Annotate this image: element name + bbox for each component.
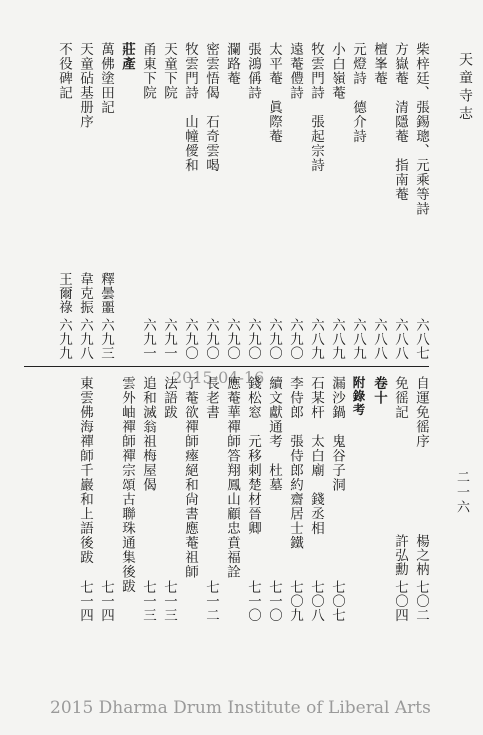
toc-entry-title: 免徭記 — [392, 376, 408, 420]
toc-entry-page: 七〇七 — [329, 580, 345, 622]
toc-entry — [222, 376, 238, 622]
toc-entry-title: 東雲佛海禪師千巖和上語後跋 — [77, 376, 93, 565]
toc-entry-author: 釋曇噩 — [98, 272, 114, 314]
toc-entry-page: 六九〇 — [224, 318, 240, 360]
toc-entry — [327, 376, 343, 622]
toc-entry-title: 瀾路菴 — [224, 42, 240, 86]
toc-entry — [117, 376, 133, 622]
toc-entry-title: 萬佛塗田記 — [98, 42, 114, 115]
toc-entry — [75, 42, 91, 360]
toc-entry — [285, 42, 301, 360]
toc-entry-page: 六九三 — [98, 318, 114, 360]
toc-entry-title: 小白嶺菴 — [329, 42, 345, 100]
toc-entry-title: 密雲悟偈 石奇雲喝 — [203, 42, 219, 173]
toc-entry — [180, 376, 196, 622]
toc-entry-author: 許弘勳 — [392, 534, 408, 576]
toc-entry-page: 七一三 — [140, 580, 156, 622]
toc-entry — [138, 42, 154, 360]
toc-entry-title: 檀峯菴 — [371, 42, 387, 86]
toc-entry-page: 六九〇 — [266, 318, 282, 360]
toc-entry — [348, 42, 364, 360]
toc-entry-title: 遠菴僼詩 — [287, 42, 303, 100]
toc-entry — [327, 42, 343, 360]
toc-entry — [243, 42, 259, 360]
toc-entry-title: 方嶽菴 清隱菴 指南菴 — [392, 42, 408, 202]
toc-entry-title: 追和滅翁祖梅屋偈 — [140, 376, 156, 492]
toc-entry-page: 七〇九 — [287, 580, 303, 622]
toc-entry-author: 王爾祿 — [56, 272, 72, 314]
toc-entry-page: 六九一 — [140, 318, 156, 360]
toc-entry — [390, 42, 406, 360]
toc-entry-page: 六九〇 — [182, 318, 198, 360]
toc-entry-title: 卷十 — [371, 376, 387, 405]
toc-entry — [411, 42, 427, 360]
toc-entry — [96, 376, 112, 622]
running-head: 天童寺志 — [457, 52, 473, 124]
toc-entry-page: 六九〇 — [203, 318, 219, 360]
toc-entry — [243, 376, 259, 622]
toc-top-panel — [22, 42, 427, 360]
toc-entry — [348, 376, 364, 622]
toc-entry-page: 七〇二 — [413, 580, 429, 622]
toc-entry-title: 了菴欲禪師瘞絕和尙書應菴祖師 — [182, 376, 198, 579]
toc-entry-page: 六九〇 — [287, 318, 303, 360]
toc-entry-author: 楊之枘 — [413, 534, 429, 576]
toc-entry-page: 六九九 — [56, 318, 72, 360]
toc-entry — [117, 42, 133, 360]
toc-entry — [75, 376, 91, 622]
toc-entry — [54, 42, 70, 360]
toc-entry-page: 七一二 — [203, 580, 219, 622]
toc-entry — [222, 42, 238, 360]
toc-entry — [369, 42, 385, 360]
toc-entry-title: 雲外岫禪師禪宗頌古聯珠通集後跋 — [119, 376, 135, 594]
toc-entry — [159, 42, 175, 360]
toc-entry-page: 六八八 — [371, 318, 387, 360]
toc-entry-title: 甬東下院 — [140, 42, 156, 100]
toc-entry — [96, 42, 112, 360]
toc-entry — [411, 376, 427, 622]
toc-entry-title: 牧雲門詩 張起宗詩 — [308, 42, 324, 173]
toc-entry-title: 漏沙鍋 鬼谷子洞 — [329, 376, 345, 492]
toc-entry-title: 天童下院 — [161, 42, 177, 100]
toc-entry-page: 六八九 — [308, 318, 324, 360]
toc-entry-title: 應菴華禪師答翔鳳山顧忠賁福詮 — [224, 376, 240, 579]
toc-entry — [159, 376, 175, 622]
toc-entry-page: 七一三 — [161, 580, 177, 622]
toc-entry-page: 六八九 — [350, 318, 366, 360]
toc-entry — [264, 376, 280, 622]
toc-entry — [390, 376, 406, 622]
page-number: 二一六 — [454, 470, 469, 515]
toc-entry-page: 六八九 — [329, 318, 345, 360]
toc-entry-page: 六九八 — [77, 318, 93, 360]
toc-entry-title: 元燈詩 德介詩 — [350, 42, 366, 144]
toc-entry — [201, 376, 217, 622]
toc-entry — [306, 42, 322, 360]
toc-entry-title: 李侍郎 張侍郎約齋居士鐵 — [287, 376, 303, 550]
toc-entry-page: 七〇四 — [392, 580, 408, 622]
toc-entry-page: 七一〇 — [266, 580, 282, 622]
toc-entry — [369, 376, 385, 622]
watermark-date: 2015-04-16 — [168, 368, 268, 387]
toc-entry-title: 柴梓廷、張錫璁、元乘等詩 — [413, 42, 429, 216]
toc-entry — [264, 42, 280, 360]
toc-entry — [285, 376, 301, 622]
toc-entry — [138, 376, 154, 622]
toc-bottom-panel — [22, 376, 427, 622]
toc-entry-title: 不役碑記 — [56, 42, 72, 100]
divider-line — [24, 366, 429, 367]
toc-entry-page: 七一四 — [98, 580, 114, 622]
toc-entry-title: 續文獻通考 杜墓 — [266, 376, 282, 492]
toc-entry-author: 韋克振 — [77, 272, 93, 314]
toc-entry-title: 牧雲門詩 山幢僾和 — [182, 42, 198, 173]
toc-entry-page: 六九〇 — [245, 318, 261, 360]
toc-entry — [180, 42, 196, 360]
toc-entry-title: 長老書 — [203, 376, 219, 420]
watermark-org: 2015 Dharma Drum Institute of Liberal Arts — [50, 698, 431, 718]
toc-entry-page: 六八七 — [413, 318, 429, 360]
toc-entry-title: 法語跋 — [161, 376, 177, 420]
toc-entry-page: 七一四 — [77, 580, 93, 622]
toc-entry-title: 太平菴 眞際菴 — [266, 42, 282, 144]
toc-entry-title: 附錄考 — [351, 376, 366, 417]
toc-entry-page: 六九一 — [161, 318, 177, 360]
toc-entry-title: 石某杆 太白廟 錢丞相 — [308, 376, 324, 536]
toc-entry-title: 天童砧基册序 — [77, 42, 93, 129]
toc-entry-title: 張鴻偁詩 — [245, 42, 261, 100]
toc-entry — [306, 376, 322, 622]
toc-entry-title: 錢松窓 元移刺楚材晉卿 — [245, 376, 261, 536]
toc-entry-page: 七一〇 — [245, 580, 261, 622]
toc-entry-page: 六八八 — [392, 318, 408, 360]
toc-entry — [201, 42, 217, 360]
toc-entry-title: 自運免徭序 — [413, 376, 429, 449]
toc-entry-page: 七〇八 — [308, 580, 324, 622]
toc-entry-title: 莊產 — [119, 42, 135, 71]
